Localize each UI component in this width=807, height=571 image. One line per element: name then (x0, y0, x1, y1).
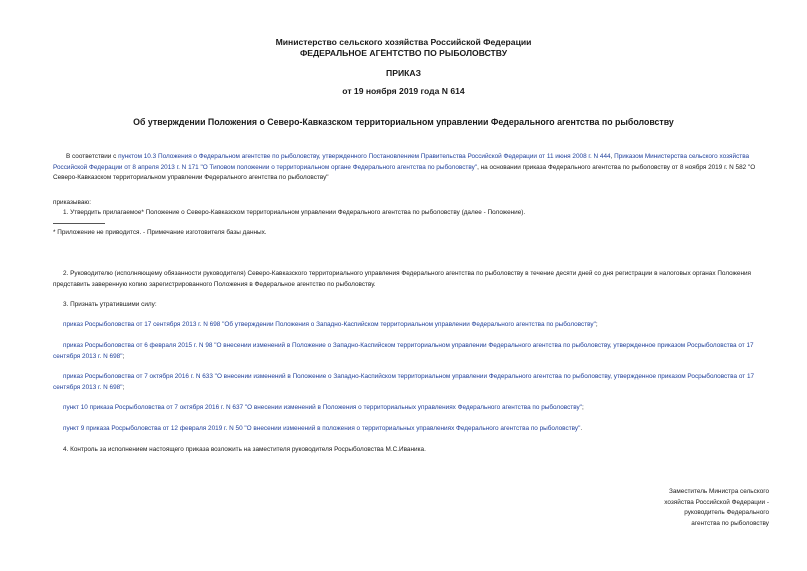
signature-block (664, 487, 769, 529)
repealed-item-2: приказ Росрыболовства от 6 февраля 2015 г. N 98 "О внесении изменений в Положение о Западно-Каспийском территориальном управлении Федерального агентства по рыболовству, утвержденное приказом Росрыболовства от 17 сентября 2013 г. N 698"; (53, 342, 754, 360)
item-2: 2. Руководителю (исполняющему обязанности руководителя) Северо-Кавказского территориального управления Федерального агентства по рыболовству в течение десяти дней со дня регистрации в налоговых органах Положения представить заверенную копию зарегистрированного Положения в Федеральное агентство по рыболовству. (53, 270, 752, 288)
repealed-item-5: пункт 9 приказа Росрыболовства от 12 февраля 2019 г. N 50 "О внесении изменений в положения о территориальных управлениях Федерального агентства по рыболовству". (63, 425, 583, 432)
link-order-50[interactable]: пункт 9 приказа Росрыболовства от 12 февраля 2019 г. N 50 "О внесении изменений в положения о территориальных управлениях Федерального агентства по рыболовству" (63, 425, 581, 432)
preamble-paragraph (53, 152, 769, 184)
item-3: 3. Признать утратившими силу: (63, 301, 157, 308)
preamble-text-1: В соответствии с (66, 153, 119, 160)
repealed-item-1: приказ Росрыболовства от 17 сентября 2013 г. N 698 "Об утверждении Положения о Западно-Каспийском территориальном управлении Федерального агентства по рыболовству"; (63, 321, 598, 328)
order-verb: приказываю: (53, 199, 91, 206)
repealed-item-3: приказ Росрыболовства от 7 октября 2016 г. N 633 "О внесении изменений в Положение о Западно-Каспийском территориальном управлении Федерального агентства по рыболовству, утвержденное приказом Росрыболовства от 17 сентября 2013 г. N 698"; (53, 373, 755, 391)
signature-line-2: хозяйства Российской Федерации - (664, 498, 769, 506)
repealed-item-4: пункт 10 приказа Росрыболовства от 7 октября 2016 г. N 637 "О внесении изменений в Положения о территориальных управлениях Федерального агентства по рыболовству"; (63, 404, 584, 411)
link-order-98[interactable]: приказ Росрыболовства от 6 февраля 2015 г. N 98 "О внесении изменений в Положение о Западно-Каспийском территориальном управлении Федерального агентства по рыболовству, утвержденное приказом Росрыболовства от 17 сентября 2013 г. N 698" (53, 342, 754, 360)
preamble-text-2: , (610, 153, 615, 160)
link-regulation-444[interactable]: пунктом 10.3 Положения о Федеральном агентстве по рыболовству, утвержденного Постановлением Правительства Российской Федерации от 11 июня 2008 г. N 444 (118, 153, 611, 160)
signature-line-1: Заместитель Министра сельского (668, 488, 769, 495)
ministry-name: Министерство сельского хозяйства Российской Федерации (275, 37, 532, 47)
item-1: 1. Утвердить прилагаемое* Положение о Северо-Кавказском территориальном управлении Федерального агентства по рыболовству (далее - Положение). (63, 209, 526, 216)
signature-line-4: агентства по рыболовству (691, 519, 769, 527)
link-order-637[interactable]: пункт 10 приказа Росрыболовства от 7 октября 2016 г. N 637 "О внесении изменений в Положения о территориальных управлениях Федерального агентства по рыболовству" (63, 404, 582, 411)
link-order-698[interactable]: приказ Росрыболовства от 17 сентября 2013 г. N 698 "Об утверждении Положения о Западно-Каспийском территориальном управлении Федерального агентства по рыболовству" (63, 321, 596, 328)
link-order-171[interactable]: Приказом Министерства сельского хозяйства Российской Федерации от 8 апреля 2013 г. N 171 "О Типовом положении о территориальном органе Федерального агентства по рыболовству" (53, 153, 750, 171)
document-date: от 19 ноября 2019 года N 614 (342, 86, 465, 96)
document-title: Об утверждении Положения о Северо-Кавказском территориальном управлении Федерального агентства по рыболовству (133, 117, 674, 127)
link-order-633[interactable]: приказ Росрыболовства от 7 октября 2016 г. N 633 "О внесении изменений в Положение о Западно-Каспийском территориальном управлении Федерального агентства по рыболовству, утвержденное приказом Росрыболовства от 17 сентября 2013 г. N 698" (53, 373, 755, 391)
footnote: * Приложение не приводится. - Примечание изготовителя базы данных. (53, 229, 267, 236)
footnote-separator (53, 223, 105, 224)
agency-name: ФЕДЕРАЛЬНОЕ АГЕНТСТВО ПО РЫБОЛОВСТВУ (299, 48, 508, 58)
document-type: ПРИКАЗ (386, 68, 421, 78)
signature-line-3: руководитель Федерального (684, 509, 769, 517)
item-4: 4. Контроль за исполнением настоящего приказа возложить на заместителя руководителя Росрыболовства М.С.Иваника. (63, 446, 426, 453)
preamble-text-3: , на основании приказа Федерального агентства по рыболовству от 8 ноября 2019 г. N 582 "О Северо-Кавказском территориальном управлении Федерального агентства по рыболовству" (53, 163, 756, 182)
